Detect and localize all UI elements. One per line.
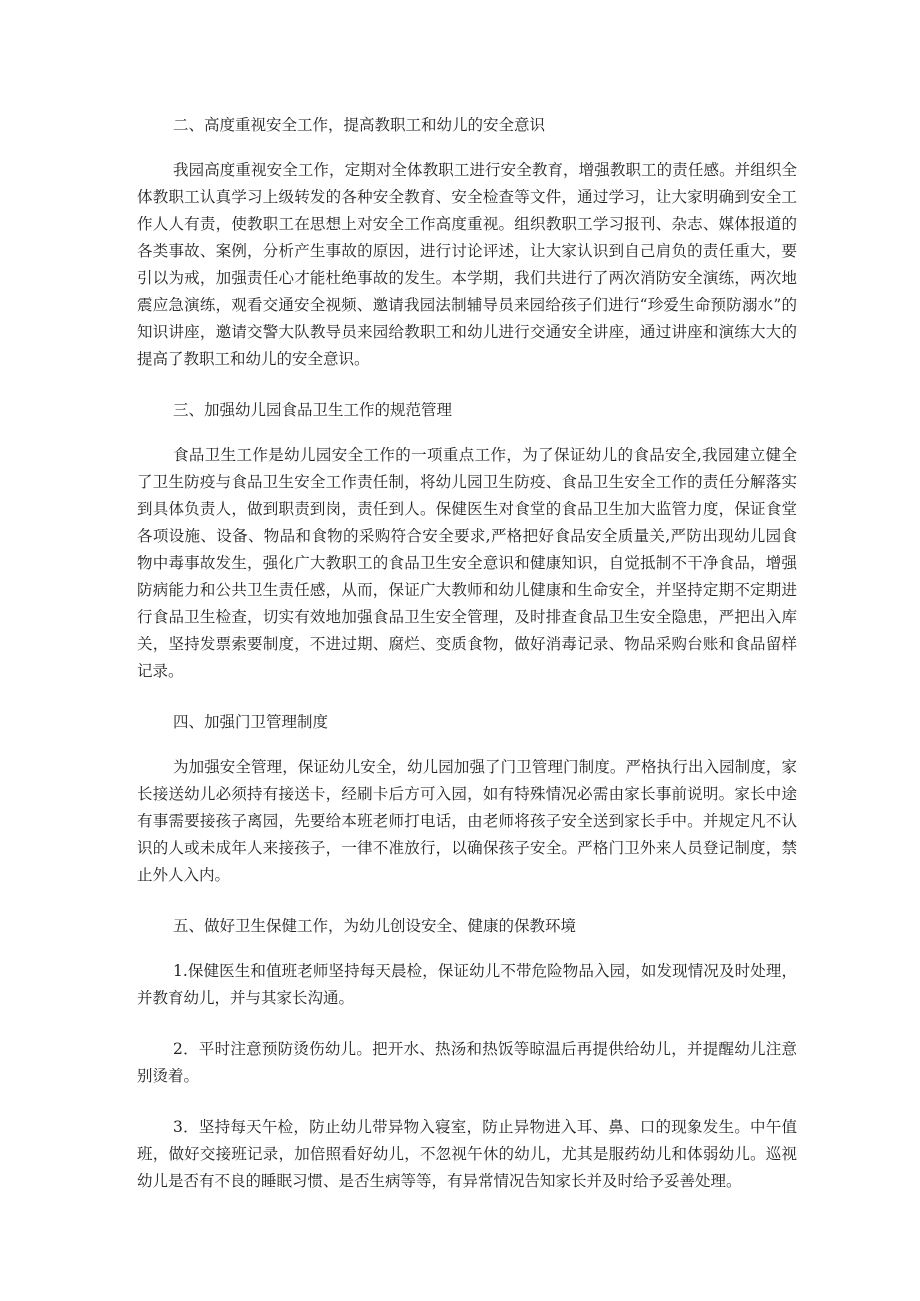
document-page [137,112,797,1195]
section-heading-4: 四、加强门卫管理制度 [173,713,329,731]
section-heading-2: 二、高度重视安全工作，提高教职工和幼儿的安全意识 [173,116,546,134]
section-4-paragraph: 为加强安全管理，保证幼儿安全，幼儿园加强了门卫管理门制度。严格执行出入园制度，家长接送幼儿必须持有接送卡，经刷卡后方可入园，如有特殊情况必需由家长事前说明。家长中途有事需要接孩子离园，先要给本班老师打电话，由老师将孩子安全送到家长手中。并规定凡不认识的人或未成年人来接孩子，一律不准放行，以确保孩子安全。严格门卫外来人员登记制度，禁止外人入内。 [137,758,797,884]
section-5-item-2: 2．平时注意预防烫伤幼儿。把开水、热汤和热饭等晾温后再提供给幼儿，并提醒幼儿注意别烫着。 [137,1040,797,1085]
section-heading-3: 三、加强幼儿园食品卫生工作的规范管理 [173,401,453,419]
section-heading-5: 五、做好卫生保健工作，为幼儿创设安全、健康的保教环境 [173,917,577,935]
section-3-paragraph: 食品卫生工作是幼儿园安全工作的一项重点工作，为了保证幼儿的食品安全,我园建立健全了卫生防疫与食品卫生安全工作责任制，将幼儿园卫生防疫、食品卫生安全工作的责任分解落实到具体负责人，做到职责到岗，责任到人。保健医生对食堂的食品卫生加大监管力度，保证食堂各项设施、设备、物品和食物的采购符合安全要求,严格把好食品安全质量关,严防出现幼儿园食物中毒事故发生，强化广大教职工的食品卫生安全意识和健康知识，自觉抵制不干净食品，增强防病能力和公共卫生责任感，从而，保证广大教师和幼儿健康和生命安全，并坚持定期不定期进行食品卫生检查，切实有效地加强食品卫生安全管理，及时排查食品卫生安全隐患，严把出入库关，坚持发票索要制度，不进过期、腐烂、变质食物，做好消毒记录、物品采购台账和食品留样记录。 [137,446,797,680]
section-2-paragraph: 我园高度重视安全工作，定期对全体教职工进行安全教育，增强教职工的责任感。并组织全体教职工认真学习上级转发的各种安全教育、安全检查等文件，通过学习，让大家明确到安全工作人人有责，使教职工在思想上对安全工作高度重视。组织教职工学习报刊、杂志、媒体报道的各类事故、案例，分析产生事故的原因，进行讨论评述，让大家认识到自己肩负的责任重大，要引以为戒，加强责任心才能杜绝事故的发生。本学期，我们共进行了两次消防安全演练，两次地震应急演练，观看交通安全视频、邀请我园法制辅导员来园给孩子们进行“珍爱生命预防溺水”的知识讲座，邀请交警大队教导员来园给教职工和幼儿进行交通安全讲座，通过讲座和演练大大的提高了教职工和幼儿的安全意识。 [137,161,797,368]
section-5-item-3: 3．坚持每天午检，防止幼儿带异物入寝室，防止异物进入耳、鼻、口的现象发生。中午值班，做好交接班记录，加倍照看好幼儿，不忽视午休的幼儿，尤其是服药幼儿和体弱幼儿。巡视幼儿是否有不良的睡眠习惯、是否生病等等，有异常情况告知家长并及时给予妥善处理。 [137,1118,797,1190]
section-5-item-1: 1.保健医生和值班老师坚持每天晨检，保证幼儿不带危险物品入园，如发现情况及时处理，并教育幼儿，并与其家长沟通。 [137,962,797,1007]
